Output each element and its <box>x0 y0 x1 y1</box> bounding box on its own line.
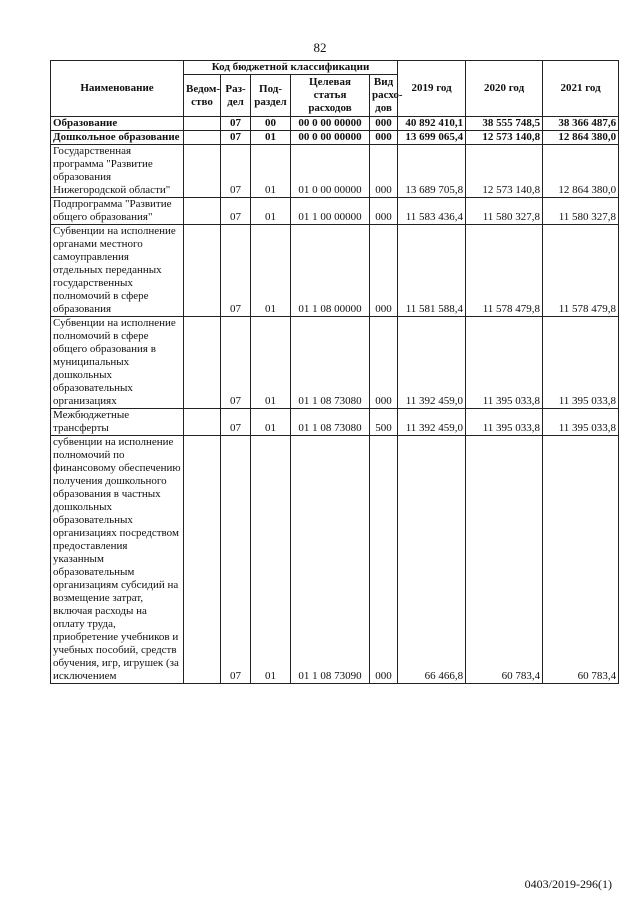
header-vedomstvo: Ведом-ство <box>184 75 221 117</box>
row-value-2019: 13 689 705,8 <box>398 145 466 198</box>
row-podrazdel: 01 <box>251 145 291 198</box>
row-podrazdel: 01 <box>251 198 291 225</box>
row-razdel: 07 <box>221 317 251 409</box>
row-name: Дошкольное образование <box>51 131 184 145</box>
table-row <box>51 225 619 317</box>
table-row <box>51 317 619 409</box>
table-row <box>51 131 619 145</box>
row-expense-type: 000 <box>370 225 398 317</box>
row-razdel: 07 <box>221 436 251 684</box>
row-expense-type: 000 <box>370 317 398 409</box>
table-body <box>51 117 619 684</box>
row-razdel: 07 <box>221 409 251 436</box>
header-2020: 2020 год <box>466 61 543 117</box>
row-podrazdel: 01 <box>251 225 291 317</box>
row-value-2021: 12 864 380,0 <box>543 145 619 198</box>
header-podrazdel: Под-раздел <box>251 75 291 117</box>
row-vedomstvo <box>184 117 221 131</box>
row-expense-type: 000 <box>370 117 398 131</box>
row-vedomstvo <box>184 317 221 409</box>
row-podrazdel: 01 <box>251 436 291 684</box>
row-value-2020: 11 578 479,8 <box>466 225 543 317</box>
row-vedomstvo <box>184 198 221 225</box>
row-vedomstvo <box>184 409 221 436</box>
document-code: 0403/2019-296(1) <box>524 877 612 891</box>
row-name: Субвенции на исполнение органами местного самоуправления отдельных переданных государственных полномочий в сфере образования <box>51 225 184 317</box>
header-razdel: Раз-дел <box>221 75 251 117</box>
row-podrazdel: 01 <box>251 409 291 436</box>
row-razdel: 07 <box>221 145 251 198</box>
row-value-2021: 38 366 487,6 <box>543 117 619 131</box>
row-expense-type: 000 <box>370 131 398 145</box>
row-value-2020: 38 555 748,5 <box>466 117 543 131</box>
row-expense-type: 000 <box>370 198 398 225</box>
page-number: 82 <box>313 40 327 55</box>
row-name: Подпрограмма "Развитие общего образования" <box>51 198 184 225</box>
row-podrazdel: 00 <box>251 117 291 131</box>
row-target-article: 00 0 00 00000 <box>291 117 370 131</box>
row-target-article: 01 1 08 73090 <box>291 436 370 684</box>
row-value-2021: 11 578 479,8 <box>543 225 619 317</box>
budget-table <box>50 60 619 684</box>
row-target-article: 01 1 00 00000 <box>291 198 370 225</box>
row-vedomstvo <box>184 131 221 145</box>
row-value-2021: 11 580 327,8 <box>543 198 619 225</box>
row-value-2020: 12 573 140,8 <box>466 131 543 145</box>
row-value-2019: 11 583 436,4 <box>398 198 466 225</box>
row-value-2019: 11 392 459,0 <box>398 317 466 409</box>
row-razdel: 07 <box>221 117 251 131</box>
row-razdel: 07 <box>221 131 251 145</box>
row-expense-type: 000 <box>370 145 398 198</box>
row-podrazdel: 01 <box>251 131 291 145</box>
row-vedomstvo <box>184 436 221 684</box>
row-value-2020: 11 580 327,8 <box>466 198 543 225</box>
row-target-article: 01 1 08 00000 <box>291 225 370 317</box>
row-podrazdel: 01 <box>251 317 291 409</box>
row-expense-type: 500 <box>370 409 398 436</box>
table-row <box>51 117 619 131</box>
row-value-2019: 11 581 588,4 <box>398 225 466 317</box>
header-name: Наименование <box>51 61 184 117</box>
row-vedomstvo <box>184 145 221 198</box>
row-razdel: 07 <box>221 225 251 317</box>
row-value-2021: 60 783,4 <box>543 436 619 684</box>
header-classification: Код бюджетной классификации <box>184 61 398 75</box>
row-value-2021: 12 864 380,0 <box>543 131 619 145</box>
row-name: Субвенции на исполнение полномочий в сфере общего образования в муниципальных дошкольных образовательных организациях <box>51 317 184 409</box>
row-name: субвенции на исполнение полномочий по финансовому обеспечению получения дошкольного образования в частных дошкольных образовательных организациях посредством предоставления указанным образовательным организациям субсидий на возмещение затрат, включая расходы на оплату труда, приобретение учебников и учебных пособий, средств обучения, игр, игрушек (за исключением <box>51 436 184 684</box>
table-row <box>51 145 619 198</box>
table-row <box>51 436 619 684</box>
row-value-2019: 66 466,8 <box>398 436 466 684</box>
row-name: Государственная программа "Развитие образования Нижегородской области" <box>51 145 184 198</box>
row-target-article: 00 0 00 00000 <box>291 131 370 145</box>
table-row <box>51 198 619 225</box>
row-value-2021: 11 395 033,8 <box>543 409 619 436</box>
table-row <box>51 409 619 436</box>
row-vedomstvo <box>184 225 221 317</box>
row-value-2019: 13 699 065,4 <box>398 131 466 145</box>
row-value-2021: 11 395 033,8 <box>543 317 619 409</box>
header-2021: 2021 год <box>543 61 619 117</box>
row-target-article: 01 1 08 73080 <box>291 409 370 436</box>
row-name: Межбюджетные трансферты <box>51 409 184 436</box>
row-value-2019: 11 392 459,0 <box>398 409 466 436</box>
row-target-article: 01 1 08 73080 <box>291 317 370 409</box>
header-vr: Вид расхо-дов <box>370 75 398 117</box>
row-expense-type: 000 <box>370 436 398 684</box>
row-value-2019: 40 892 410,1 <box>398 117 466 131</box>
row-razdel: 07 <box>221 198 251 225</box>
row-value-2020: 11 395 033,8 <box>466 317 543 409</box>
row-name: Образование <box>51 117 184 131</box>
header-csr: Целевая статья расходов <box>291 75 370 117</box>
header-2019: 2019 год <box>398 61 466 117</box>
row-target-article: 01 0 00 00000 <box>291 145 370 198</box>
row-value-2020: 60 783,4 <box>466 436 543 684</box>
row-value-2020: 11 395 033,8 <box>466 409 543 436</box>
row-value-2020: 12 573 140,8 <box>466 145 543 198</box>
